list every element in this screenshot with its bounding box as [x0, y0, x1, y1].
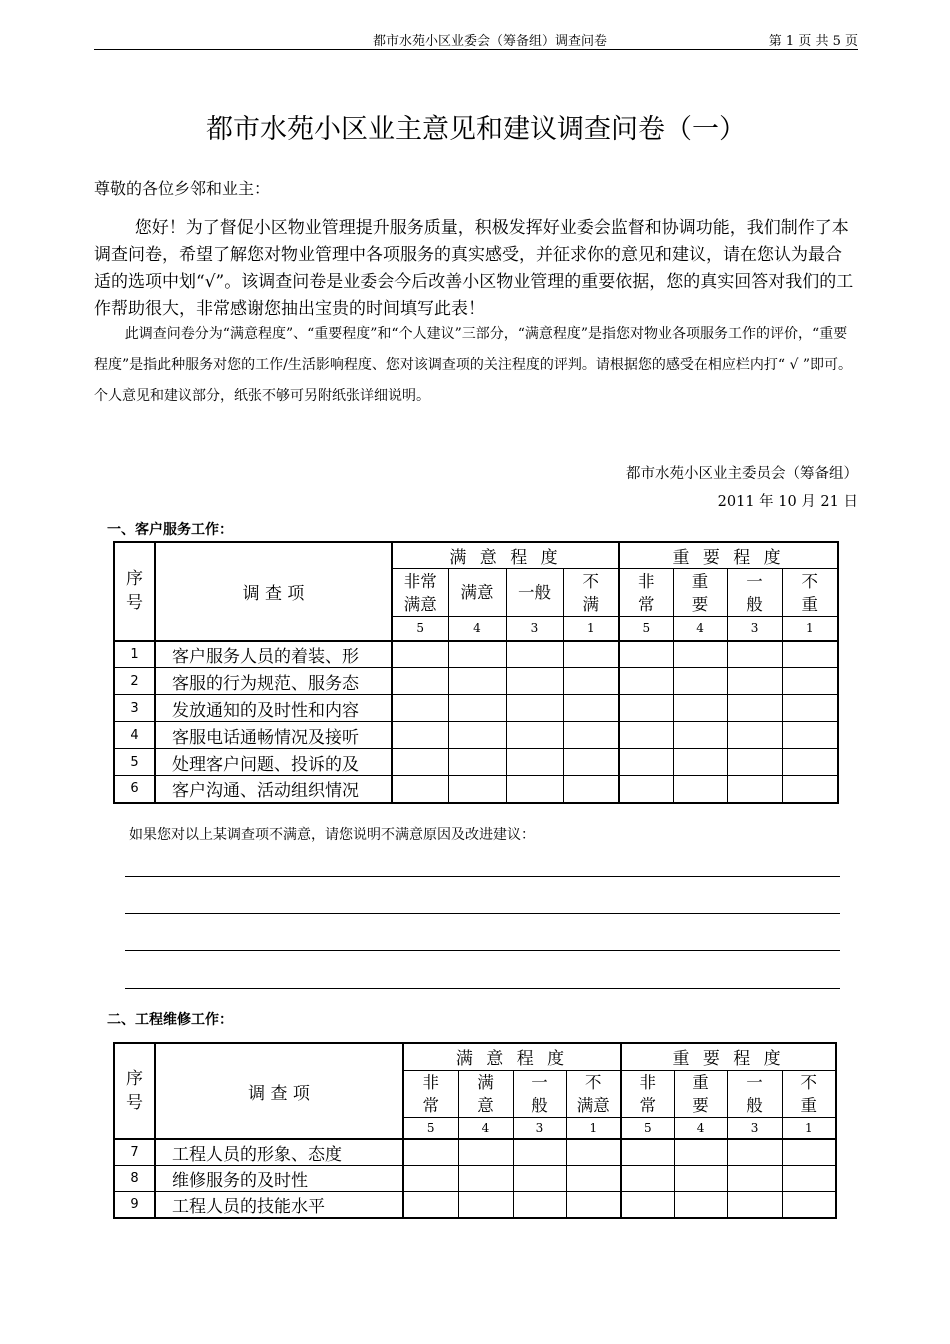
signature-date: 2011 年 10 月 21 日 — [717, 494, 858, 510]
satisfaction-checkbox-cell[interactable] — [566, 1139, 621, 1166]
row-number: 6 — [114, 776, 155, 803]
row-number: 4 — [114, 722, 155, 749]
survey-item: 客户沟通、活动组织情况 — [155, 776, 392, 803]
importance-checkbox-cell[interactable] — [782, 776, 838, 803]
survey-item: 处理客户问题、投诉的及 — [155, 749, 392, 776]
seq-header: 序 号 — [114, 1043, 155, 1139]
imp-col-not-important: 不 重 — [782, 1070, 836, 1117]
score-cell: 1 — [566, 1117, 621, 1139]
importance-checkbox-cell[interactable] — [727, 695, 782, 722]
survey-item: 发放通知的及时性和内容 — [155, 695, 392, 722]
importance-checkbox-cell[interactable] — [673, 668, 727, 695]
importance-checkbox-cell[interactable] — [727, 1192, 782, 1219]
header-doc-title: 都市水苑小区业委会（筹备组）调查问卷 — [372, 34, 607, 49]
satisfaction-checkbox-cell[interactable] — [448, 749, 506, 776]
importance-checkbox-cell[interactable] — [673, 776, 727, 803]
imp-col-average: 一 般 — [727, 1070, 782, 1117]
intro-paragraph: 您好！为了督促小区物业管理提升服务质量，积极发挥好业委会监督和协调功能，我们制作了本调查问卷，希望了解您对物业管理中各项服务的真实感受，并征求你的意见和建议，请在您认为最合适的选项中划“√”。该调查问卷是业委会今后改善小区物业管理的重要依据，您的真实回答对我们的工作帮助很大，非常感谢您抽出宝贵的时间填写此表！ — [94, 218, 854, 319]
score-cell: 3 — [727, 617, 782, 641]
writing-line[interactable] — [125, 988, 840, 989]
survey-item: 维修服务的及时性 — [155, 1166, 403, 1192]
importance-checkbox-cell[interactable] — [674, 1166, 727, 1192]
item-header: 调 查 项 — [155, 542, 392, 641]
satisfaction-checkbox-cell[interactable] — [506, 668, 563, 695]
table-row — [114, 1192, 836, 1219]
row-number: 9 — [114, 1192, 155, 1219]
importance-header: 重 要 程 度 — [621, 1043, 836, 1070]
header-page-number: 第 1 页 共 5 页 — [768, 34, 858, 49]
satisfaction-checkbox-cell[interactable] — [566, 1192, 621, 1219]
writing-line[interactable] — [125, 876, 840, 877]
writing-line[interactable] — [125, 950, 840, 951]
satisfaction-checkbox-cell[interactable] — [448, 668, 506, 695]
section1-title: 一、客户服务工作： — [107, 522, 233, 538]
satisfaction-checkbox-cell[interactable] — [513, 1139, 566, 1166]
imp-col-not-important: 不 重 — [782, 569, 838, 617]
survey-item: 工程人员的形象、态度 — [155, 1139, 403, 1166]
score-cell: 1 — [782, 1117, 836, 1139]
score-cell: 5 — [392, 617, 448, 641]
sat-col-unsatisfied: 不 满 — [563, 569, 619, 617]
header-rule — [94, 49, 858, 50]
score-cell: 5 — [619, 617, 673, 641]
importance-checkbox-cell[interactable] — [674, 1192, 727, 1219]
importance-checkbox-cell[interactable] — [619, 641, 673, 668]
satisfaction-checkbox-cell[interactable] — [392, 749, 448, 776]
table-row — [114, 668, 838, 695]
imp-col-important: 重 要 — [673, 569, 727, 617]
importance-checkbox-cell[interactable] — [727, 749, 782, 776]
importance-checkbox-cell[interactable] — [673, 695, 727, 722]
satisfaction-checkbox-cell[interactable] — [506, 776, 563, 803]
importance-checkbox-cell[interactable] — [621, 1139, 674, 1166]
importance-checkbox-cell[interactable] — [621, 1192, 674, 1219]
survey-item: 工程人员的技能水平 — [155, 1192, 403, 1219]
section1-survey-table — [113, 541, 839, 804]
importance-checkbox-cell[interactable] — [727, 1166, 782, 1192]
satisfaction-checkbox-cell[interactable] — [506, 722, 563, 749]
score-cell: 3 — [513, 1117, 566, 1139]
satisfaction-checkbox-cell[interactable] — [563, 668, 619, 695]
importance-header: 重 要 程 度 — [619, 542, 838, 569]
satisfaction-checkbox-cell[interactable] — [563, 722, 619, 749]
row-number: 8 — [114, 1166, 155, 1192]
importance-checkbox-cell[interactable] — [782, 1139, 836, 1166]
table-row — [114, 776, 838, 803]
importance-checkbox-cell[interactable] — [673, 641, 727, 668]
item-header: 调 查 项 — [155, 1043, 403, 1139]
satisfaction-header: 满 意 程 度 — [392, 542, 619, 569]
score-cell: 1 — [563, 617, 619, 641]
importance-checkbox-cell[interactable] — [621, 1166, 674, 1192]
satisfaction-checkbox-cell[interactable] — [392, 641, 448, 668]
satisfaction-checkbox-cell[interactable] — [403, 1166, 458, 1192]
satisfaction-checkbox-cell[interactable] — [513, 1166, 566, 1192]
seq-header: 序 号 — [114, 542, 155, 641]
importance-checkbox-cell[interactable] — [619, 668, 673, 695]
satisfaction-checkbox-cell[interactable] — [392, 722, 448, 749]
importance-checkbox-cell[interactable] — [782, 668, 838, 695]
importance-checkbox-cell[interactable] — [727, 641, 782, 668]
survey-item: 客户服务人员的着装、形 — [155, 641, 392, 668]
sat-col-average: 一般 — [506, 569, 563, 617]
satisfaction-checkbox-cell[interactable] — [392, 776, 448, 803]
section2-title: 二、工程维修工作： — [107, 1012, 233, 1028]
importance-checkbox-cell[interactable] — [674, 1139, 727, 1166]
satisfaction-checkbox-cell[interactable] — [448, 722, 506, 749]
sat-col-average: 一 般 — [513, 1070, 566, 1117]
importance-checkbox-cell[interactable] — [782, 641, 838, 668]
score-cell: 4 — [674, 1117, 727, 1139]
importance-checkbox-cell[interactable] — [727, 668, 782, 695]
satisfaction-checkbox-cell[interactable] — [563, 776, 619, 803]
satisfaction-checkbox-cell[interactable] — [563, 641, 619, 668]
table-row — [114, 722, 838, 749]
table-row — [114, 1166, 836, 1192]
satisfaction-checkbox-cell[interactable] — [563, 695, 619, 722]
signature-org: 都市水苑小区业主委员会（筹备组） — [626, 466, 858, 482]
satisfaction-checkbox-cell[interactable] — [448, 695, 506, 722]
importance-checkbox-cell[interactable] — [782, 722, 838, 749]
page-title: 都市水苑小区业主意见和建议调查问卷（一） — [206, 114, 746, 145]
sat-col-very-satisfied: 非 常 — [403, 1070, 458, 1117]
satisfaction-checkbox-cell[interactable] — [506, 695, 563, 722]
score-cell: 5 — [403, 1117, 458, 1139]
satisfaction-checkbox-cell[interactable] — [563, 749, 619, 776]
satisfaction-header: 满 意 程 度 — [403, 1043, 621, 1070]
section2-survey-table — [113, 1042, 837, 1219]
importance-checkbox-cell[interactable] — [619, 776, 673, 803]
satisfaction-checkbox-cell[interactable] — [448, 641, 506, 668]
importance-checkbox-cell[interactable] — [619, 722, 673, 749]
table-row — [114, 641, 838, 668]
importance-checkbox-cell[interactable] — [782, 695, 838, 722]
imp-col-very-important: 非 常 — [621, 1070, 674, 1117]
satisfaction-checkbox-cell[interactable] — [506, 749, 563, 776]
score-cell: 3 — [506, 617, 563, 641]
satisfaction-checkbox-cell[interactable] — [403, 1192, 458, 1219]
table-row — [114, 695, 838, 722]
table-row — [114, 749, 838, 776]
row-number: 7 — [114, 1139, 155, 1166]
row-number: 5 — [114, 749, 155, 776]
row-number: 1 — [114, 641, 155, 668]
score-cell: 4 — [673, 617, 727, 641]
instructions-paragraph: 此调查问卷分为“满意程度”、“重要程度”和“个人建议”三部分，“满意程度”是指您对物业各项服务工作的评价，“重要程度”是指此种服务对您的工作/生活影响程度、您对该调查项的关注程度的评判。请根据您的感受在相应栏内打“ √ ”即可。个人意见和建议部分，纸张不够可另附纸张详细说明。 — [94, 326, 853, 404]
greeting: 尊敬的各位乡邻和业主： — [94, 179, 271, 198]
sat-col-unsatisfied: 不 满意 — [566, 1070, 621, 1117]
score-cell: 4 — [458, 1117, 513, 1139]
satisfaction-checkbox-cell[interactable] — [448, 776, 506, 803]
section1-note: 如果您对以上某调查项不满意，请您说明不满意原因及改进建议： — [129, 827, 535, 843]
sat-col-very-satisfied: 非常 满意 — [392, 569, 448, 617]
satisfaction-checkbox-cell[interactable] — [458, 1139, 513, 1166]
score-cell: 4 — [448, 617, 506, 641]
importance-checkbox-cell[interactable] — [782, 1192, 836, 1219]
row-number: 3 — [114, 695, 155, 722]
score-cell: 1 — [782, 617, 838, 641]
score-cell: 5 — [621, 1117, 674, 1139]
satisfaction-checkbox-cell[interactable] — [506, 641, 563, 668]
importance-checkbox-cell[interactable] — [673, 749, 727, 776]
sat-col-satisfied: 满意 — [448, 569, 506, 617]
importance-checkbox-cell[interactable] — [673, 722, 727, 749]
importance-checkbox-cell[interactable] — [727, 776, 782, 803]
writing-line[interactable] — [125, 913, 840, 914]
imp-col-very-important: 非 常 — [619, 569, 673, 617]
importance-checkbox-cell[interactable] — [619, 749, 673, 776]
survey-item: 客服的行为规范、服务态 — [155, 668, 392, 695]
satisfaction-checkbox-cell[interactable] — [392, 668, 448, 695]
importance-checkbox-cell[interactable] — [782, 1166, 836, 1192]
importance-checkbox-cell[interactable] — [782, 749, 838, 776]
satisfaction-checkbox-cell[interactable] — [458, 1192, 513, 1219]
satisfaction-checkbox-cell[interactable] — [392, 695, 448, 722]
importance-checkbox-cell[interactable] — [727, 1139, 782, 1166]
importance-checkbox-cell[interactable] — [727, 722, 782, 749]
sat-col-satisfied: 满 意 — [458, 1070, 513, 1117]
survey-item: 客服电话通畅情况及接听 — [155, 722, 392, 749]
satisfaction-checkbox-cell[interactable] — [513, 1192, 566, 1219]
importance-checkbox-cell[interactable] — [619, 695, 673, 722]
imp-col-important: 重 要 — [674, 1070, 727, 1117]
satisfaction-checkbox-cell[interactable] — [566, 1166, 621, 1192]
satisfaction-checkbox-cell[interactable] — [458, 1166, 513, 1192]
row-number: 2 — [114, 668, 155, 695]
imp-col-average: 一 般 — [727, 569, 782, 617]
score-cell: 3 — [727, 1117, 782, 1139]
satisfaction-checkbox-cell[interactable] — [403, 1139, 458, 1166]
table-row — [114, 1139, 836, 1166]
